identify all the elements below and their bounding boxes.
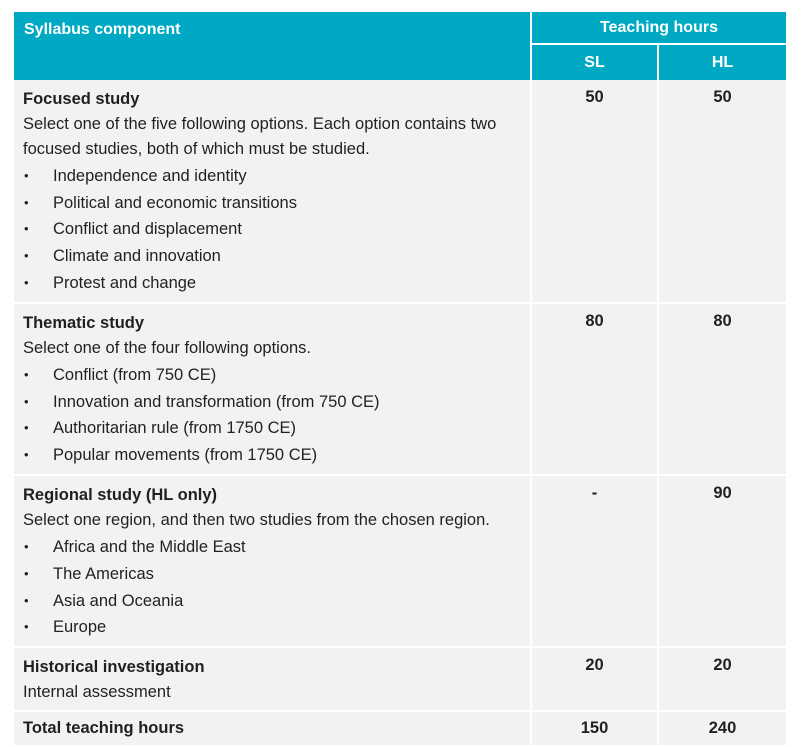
bullet-icon: • — [24, 393, 29, 409]
sl-hours: 20 — [532, 648, 659, 712]
component-title: Regional study (HL only) — [23, 485, 218, 504]
bullet-icon: • — [24, 447, 29, 463]
list-item: • The Americas — [23, 561, 522, 588]
options-list — [23, 163, 522, 297]
bullet-icon: • — [24, 420, 29, 436]
total-label: Total teaching hours — [14, 712, 532, 747]
sl-hours: - — [532, 476, 659, 648]
bullet-icon: • — [24, 539, 29, 555]
component-cell — [14, 304, 532, 476]
bullet-icon: • — [24, 566, 29, 582]
component-title: Focused study — [23, 90, 140, 108]
component-cell — [14, 648, 532, 712]
list-item: • Africa and the Middle East — [23, 534, 522, 561]
hl-hours: 80 — [659, 304, 786, 476]
list-item: • Popular movements (from 1750 CE) — [23, 442, 522, 469]
component-description: Select one of the four following options. — [23, 338, 312, 357]
bullet-icon: • — [24, 592, 29, 608]
component-cell — [14, 80, 532, 304]
component-cell — [14, 476, 532, 648]
header-hl: HL — [659, 45, 786, 80]
header-teaching-hours: Teaching hours — [532, 12, 786, 45]
sl-hours: 80 — [532, 304, 659, 476]
component-title: Historical investigation — [23, 658, 205, 677]
total-hl-hours: 240 — [659, 712, 786, 747]
table-row-focused-study — [14, 80, 786, 304]
total-sl-hours: 150 — [532, 712, 659, 747]
list-item: • Political and economic transitions — [23, 190, 522, 217]
bullet-icon: • — [24, 274, 29, 290]
syllabus-table — [14, 12, 786, 747]
hl-hours: 90 — [659, 476, 786, 648]
bullet-icon: • — [24, 248, 29, 264]
bullet-icon: • — [24, 367, 29, 383]
list-item: • Innovation and transformation (from 750 CE) — [23, 389, 522, 416]
component-description: Select one of the five following options. Each option contains two focused studies, both of which must be studied. — [23, 115, 497, 158]
component-description: Select one region, and then two studies from the chosen region. — [23, 510, 490, 529]
component-description: Internal assessment — [23, 683, 171, 702]
bullet-icon: • — [24, 194, 29, 210]
bullet-icon: • — [24, 168, 29, 183]
list-item: • Authoritarian rule (from 1750 CE) — [23, 415, 522, 442]
sl-hours: 50 — [532, 80, 659, 304]
table-row-total — [14, 712, 786, 747]
hl-hours: 20 — [659, 648, 786, 712]
bullet-icon: • — [24, 619, 29, 635]
list-item: • Asia and Oceania — [23, 588, 522, 615]
list-item: • Europe — [23, 614, 522, 641]
header-sl: SL — [532, 45, 659, 80]
component-title: Thematic study — [23, 313, 145, 332]
options-list — [23, 534, 522, 641]
list-item: • Conflict and displacement — [23, 216, 522, 243]
header-syllabus-component: Syllabus component — [14, 12, 532, 80]
bullet-icon: • — [24, 221, 29, 237]
table-row-historical-investigation — [14, 648, 786, 712]
list-item: • Independence and identity — [23, 163, 522, 190]
list-item: • Protest and change — [23, 270, 522, 297]
table-row-thematic-study — [14, 304, 786, 476]
list-item: • Climate and innovation — [23, 243, 522, 270]
options-list — [23, 362, 522, 469]
table-row-regional-study — [14, 476, 786, 648]
hl-hours: 50 — [659, 80, 786, 304]
list-item: • Conflict (from 750 CE) — [23, 362, 522, 389]
